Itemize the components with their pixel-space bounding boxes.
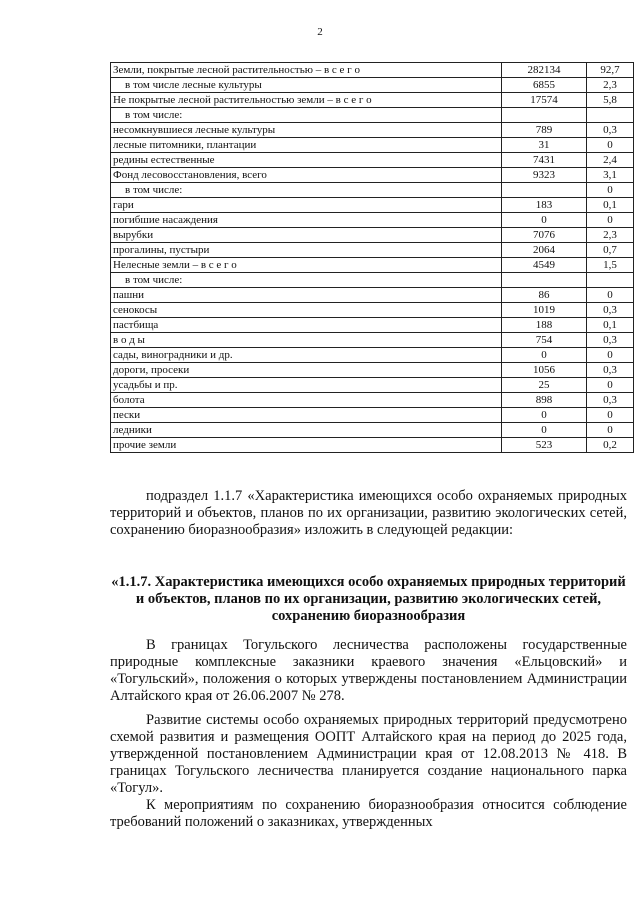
table-row bbox=[111, 138, 634, 153]
percent-value: 2,3 bbox=[587, 78, 634, 93]
land-category-label: Не покрытые лесной растительностью земли – в с е г о bbox=[111, 93, 502, 108]
area-value: 0 bbox=[502, 423, 587, 438]
percent-value: 0 bbox=[587, 213, 634, 228]
table-row bbox=[111, 393, 634, 408]
table-row bbox=[111, 303, 634, 318]
land-category-label: прогалины, пустыри bbox=[111, 243, 502, 258]
intro-paragraph: подраздел 1.1.7 «Характеристика имеющихся особо охраняемых природных территорий и объектов, планов по их организации, развитию экологических сетей, сохранению биоразнообразия» изложить в следующей редакции: bbox=[110, 488, 627, 538]
percent-value: 2,3 bbox=[587, 228, 634, 243]
land-table-body bbox=[111, 63, 634, 453]
table-row bbox=[111, 258, 634, 273]
table-row bbox=[111, 78, 634, 93]
area-value: 1019 bbox=[502, 303, 587, 318]
area-value: 17574 bbox=[502, 93, 587, 108]
area-value: 282134 bbox=[502, 63, 587, 78]
table-row bbox=[111, 363, 634, 378]
land-category-label: болота bbox=[111, 393, 502, 408]
area-value: 4549 bbox=[502, 258, 587, 273]
table-row bbox=[111, 423, 634, 438]
area-value bbox=[502, 108, 587, 123]
table-row bbox=[111, 183, 634, 198]
percent-value: 5,8 bbox=[587, 93, 634, 108]
percent-value: 92,7 bbox=[587, 63, 634, 78]
land-category-label: усадьбы и пр. bbox=[111, 378, 502, 393]
land-category-label: гари bbox=[111, 198, 502, 213]
percent-value: 0 bbox=[587, 183, 634, 198]
land-category-label: дороги, просеки bbox=[111, 363, 502, 378]
page-number: 2 bbox=[317, 26, 323, 38]
area-value bbox=[502, 183, 587, 198]
area-value: 9323 bbox=[502, 168, 587, 183]
table-row bbox=[111, 108, 634, 123]
percent-value: 0,3 bbox=[587, 393, 634, 408]
table-row bbox=[111, 213, 634, 228]
land-category-label: Земли, покрытые лесной растительностью – в с е г о bbox=[111, 63, 502, 78]
table-row bbox=[111, 243, 634, 258]
area-value: 2064 bbox=[502, 243, 587, 258]
table-row bbox=[111, 123, 634, 138]
percent-value: 0 bbox=[587, 348, 634, 363]
land-category-label: ледники bbox=[111, 423, 502, 438]
table-row bbox=[111, 438, 634, 453]
table-row bbox=[111, 198, 634, 213]
area-value: 754 bbox=[502, 333, 587, 348]
percent-value: 1,5 bbox=[587, 258, 634, 273]
area-value: 188 bbox=[502, 318, 587, 333]
percent-value: 0,1 bbox=[587, 198, 634, 213]
percent-value: 2,4 bbox=[587, 153, 634, 168]
table-row bbox=[111, 348, 634, 363]
percent-value: 0 bbox=[587, 378, 634, 393]
percent-value: 0 bbox=[587, 288, 634, 303]
paragraph-1: В границах Тогульского лесничества расположены государственные природные комплексные заказники краевого значения «Ельцовский» и «Тогульский», положения о которых утверждены постановлением Администрации Алтайского края от 26.06.2007 № 278. bbox=[110, 637, 627, 704]
percent-value: 0 bbox=[587, 408, 634, 423]
percent-value bbox=[587, 108, 634, 123]
area-value: 0 bbox=[502, 348, 587, 363]
table-row bbox=[111, 93, 634, 108]
paragraph-2: Развитие системы особо охраняемых природных территорий предусмотрено схемой развития и размещения ООПТ Алтайского края на период до 2025 года, утвержденной постановлением Администрации края от 12.08.2013 № 418. В границах Тогульского лесничества планируется создание национального парка «Тогул». bbox=[110, 712, 627, 796]
table-row bbox=[111, 408, 634, 423]
area-value: 25 bbox=[502, 378, 587, 393]
percent-value: 0,1 bbox=[587, 318, 634, 333]
table-row bbox=[111, 333, 634, 348]
table-row bbox=[111, 273, 634, 288]
area-value: 86 bbox=[502, 288, 587, 303]
land-category-label: в том числе: bbox=[111, 183, 502, 198]
land-category-label: вырубки bbox=[111, 228, 502, 243]
land-category-label: Фонд лесовосстановления, всего bbox=[111, 168, 502, 183]
table-row bbox=[111, 63, 634, 78]
area-value: 0 bbox=[502, 213, 587, 228]
land-category-table bbox=[110, 62, 634, 453]
land-category-label: сады, виноградники и др. bbox=[111, 348, 502, 363]
land-category-label: Нелесные земли – в с е г о bbox=[111, 258, 502, 273]
percent-value: 0,7 bbox=[587, 243, 634, 258]
percent-value: 3,1 bbox=[587, 168, 634, 183]
percent-value: 0,3 bbox=[587, 123, 634, 138]
area-value: 7431 bbox=[502, 153, 587, 168]
paragraph-3: К мероприятиям по сохранению биоразнообразия относится соблюдение требований положений о заказниках, утвержденных bbox=[110, 797, 627, 830]
land-category-label: в том числе: bbox=[111, 273, 502, 288]
percent-value: 0,3 bbox=[587, 333, 634, 348]
area-value bbox=[502, 273, 587, 288]
area-value: 1056 bbox=[502, 363, 587, 378]
percent-value bbox=[587, 273, 634, 288]
land-category-label: несомкнувшиеся лесные культуры bbox=[111, 123, 502, 138]
area-value: 31 bbox=[502, 138, 587, 153]
percent-value: 0,3 bbox=[587, 363, 634, 378]
percent-value: 0 bbox=[587, 423, 634, 438]
area-value: 7076 bbox=[502, 228, 587, 243]
land-category-label: прочие земли bbox=[111, 438, 502, 453]
land-category-label: пески bbox=[111, 408, 502, 423]
land-category-label: редины естественные bbox=[111, 153, 502, 168]
land-category-label: лесные питомники, плантации bbox=[111, 138, 502, 153]
table-row bbox=[111, 318, 634, 333]
section-heading: «1.1.7. Характеристика имеющихся особо охраняемых природных территорий и объектов, планов по их организации, развитию экологических сетей, сохранению биоразнообразия bbox=[111, 574, 626, 624]
area-value: 789 bbox=[502, 123, 587, 138]
area-value: 898 bbox=[502, 393, 587, 408]
area-value: 183 bbox=[502, 198, 587, 213]
land-category-label: в о д ы bbox=[111, 333, 502, 348]
land-category-label: пастбища bbox=[111, 318, 502, 333]
percent-value: 0 bbox=[587, 138, 634, 153]
table-row bbox=[111, 168, 634, 183]
table-row bbox=[111, 228, 634, 243]
percent-value: 0,3 bbox=[587, 303, 634, 318]
land-category-label: пашни bbox=[111, 288, 502, 303]
land-category-label: сенокосы bbox=[111, 303, 502, 318]
land-category-label: в том числе: bbox=[111, 108, 502, 123]
area-value: 0 bbox=[502, 408, 587, 423]
land-category-label: в том числе лесные культуры bbox=[111, 78, 502, 93]
area-value: 523 bbox=[502, 438, 587, 453]
table-row bbox=[111, 288, 634, 303]
percent-value: 0,2 bbox=[587, 438, 634, 453]
table-row bbox=[111, 378, 634, 393]
table-row bbox=[111, 153, 634, 168]
land-category-label: погибшие насаждения bbox=[111, 213, 502, 228]
area-value: 6855 bbox=[502, 78, 587, 93]
